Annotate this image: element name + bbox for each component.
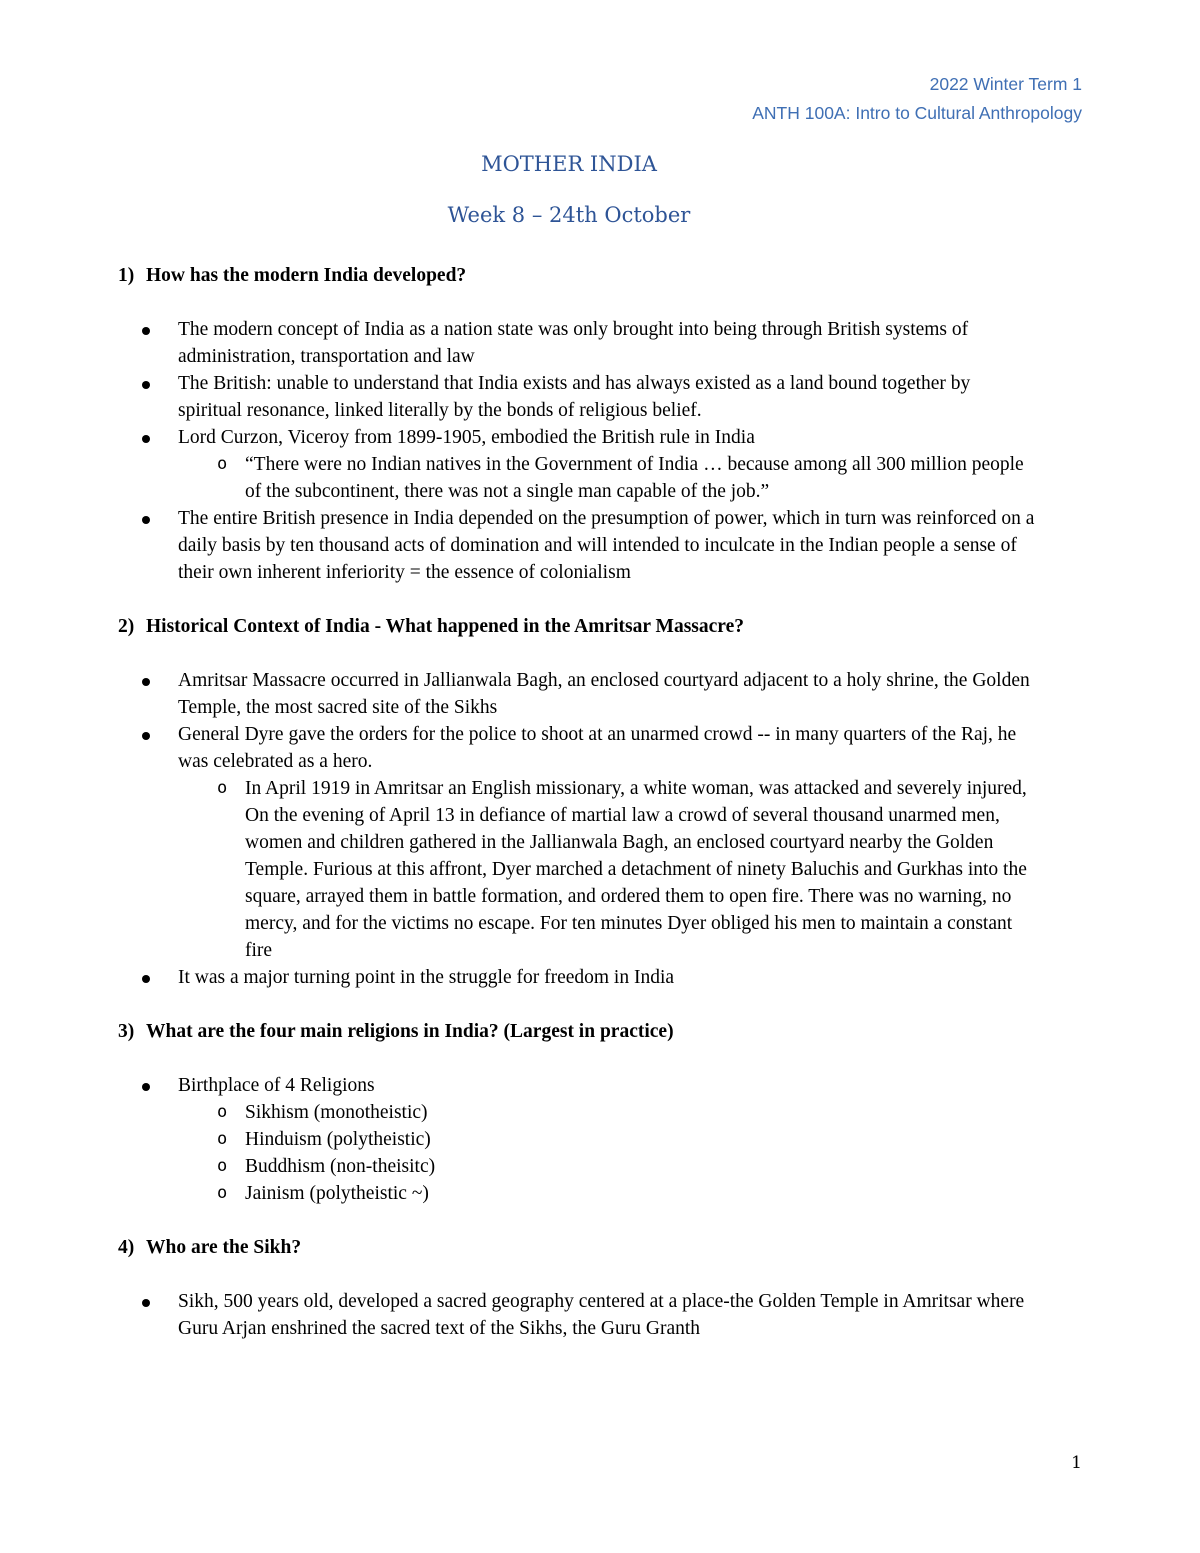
list-item: Amritsar Massacre occurred in Jallianwala Bagh, an enclosed courtyard adjacent to a holy shrine, the Golden Temple, the most sacred site of the Sikhs	[118, 667, 1038, 721]
section-1	[118, 262, 1038, 586]
bullet-icon	[142, 381, 150, 389]
section-heading: 1) How has the modern India developed?	[118, 265, 467, 286]
sub-list-item: o Sikhism (monotheistic)	[178, 1099, 1038, 1126]
list-item: It was a major turning point in the struggle for freedom in India	[118, 964, 1038, 991]
bullet-list	[118, 316, 1038, 586]
circle-bullet-icon: o	[217, 454, 228, 474]
bullet-list	[118, 667, 1038, 991]
header-course: ANTH 100A: Intro to Cultural Anthropology	[752, 103, 1082, 123]
circle-bullet-icon: o	[217, 1156, 228, 1176]
section-heading: 2) Historical Context of India - What happened in the Amritsar Massacre?	[118, 616, 744, 637]
list-item: The entire British presence in India depended on the presumption of power, which in turn was reinforced on a daily basis by ten thousand acts of domination and will intended to inculcate in the Indian people a sense of their own inherent inferiority = the essence of colonialism	[118, 505, 1038, 586]
circle-bullet-icon: o	[217, 1183, 228, 1203]
section-2	[118, 613, 1038, 991]
bullet-icon	[142, 435, 150, 443]
bullet-icon	[142, 1299, 150, 1307]
section-3	[118, 1018, 1038, 1207]
bullet-icon	[142, 732, 150, 740]
list-item: Birthplace of 4 Religions o Sikhism (monotheistic) o Hinduism (polytheistic) o Buddhism (non-theisitc) o Jainism (polytheistic ~)	[118, 1072, 1038, 1207]
section-heading: 3) What are the four main religions in India? (Largest in practice)	[118, 1021, 674, 1042]
sub-bullet-list	[178, 1099, 1038, 1207]
bullet-icon	[142, 327, 150, 335]
bullet-list	[118, 1288, 1038, 1342]
list-item: Sikh, 500 years old, developed a sacred geography centered at a place-the Golden Temple in Amritsar where Guru Arjan enshrined the sacred text of the Sikhs, the Guru Granth	[118, 1288, 1038, 1342]
sub-list-item: o Buddhism (non-theisitc)	[178, 1153, 1038, 1180]
list-item: Lord Curzon, Viceroy from 1899-1905, embodied the British rule in India o “There were no Indian natives in the Government of India … because among all 300 million people of the subcontinent, there was not a single man capable of the job.”	[118, 424, 1038, 505]
bullet-icon	[142, 516, 150, 524]
page-number: 1	[1071, 1453, 1082, 1473]
page-header	[752, 70, 1082, 128]
list-item: The British: unable to understand that India exists and has always existed as a land bound together by spiritual resonance, linked literally by the bonds of religious belief.	[118, 370, 1038, 424]
sub-bullet-list	[178, 775, 1038, 964]
bullet-icon	[142, 678, 150, 686]
list-item: General Dyre gave the orders for the police to shoot at an unarmed crowd -- in many quarters of the Raj, he was celebrated as a hero. o In April 1919 in Amritsar an English missionary, a white woman, was attacked and severely injured, On the evening of April 13 in defiance of martial law a crowd of several thousand unarmed men, women and children gathered in the Jallianwala Bagh, an enclosed courtyard nearby the Golden Temple. Furious at this affront, Dyer marched a detachment of ninety Baluchis and Gurkhas into the square, arrayed them in battle formation, and ordered them to open fire. There was no warning, no mercy, and for the victims no escape. For ten minutes Dyer obliged his men to maintain a constant fire	[118, 721, 1038, 964]
sub-list-item: o In April 1919 in Amritsar an English missionary, a white woman, was attacked and severely injured, On the evening of April 13 in defiance of martial law a crowd of several thousand unarmed men, women and children gathered in the Jallianwala Bagh, an enclosed courtyard nearby the Golden Temple. Furious at this affront, Dyer marched a detachment of ninety Baluchis and Gurkhas into the square, arrayed them in battle formation, and ordered them to open fire. There was no warning, no mercy, and for the victims no escape. For ten minutes Dyer obliged his men to maintain a constant fire	[178, 775, 1038, 964]
bullet-icon	[142, 975, 150, 983]
bullet-list	[118, 1072, 1038, 1207]
section-4	[118, 1234, 1038, 1342]
document-subtitle: Week 8 – 24th October	[447, 203, 691, 227]
bullet-icon	[142, 1083, 150, 1091]
sub-list-item: o “There were no Indian natives in the Government of India … because among all 300 million people of the subcontinent, there was not a single man capable of the job.”	[178, 451, 1038, 505]
sub-list-item: o Hinduism (polytheistic)	[178, 1126, 1038, 1153]
section-heading: 4) Who are the Sikh?	[118, 1237, 302, 1258]
circle-bullet-icon: o	[217, 778, 228, 798]
circle-bullet-icon: o	[217, 1102, 228, 1122]
sub-list-item: o Jainism (polytheistic ~)	[178, 1180, 1038, 1207]
document-body	[118, 262, 1038, 1342]
header-term: 2022 Winter Term 1	[929, 74, 1082, 94]
sub-bullet-list	[178, 451, 1038, 505]
circle-bullet-icon: o	[217, 1129, 228, 1149]
list-item: The modern concept of India as a nation state was only brought into being through British systems of administration, transportation and law	[118, 316, 1038, 370]
document-title: MOTHER INDIA	[481, 152, 657, 176]
